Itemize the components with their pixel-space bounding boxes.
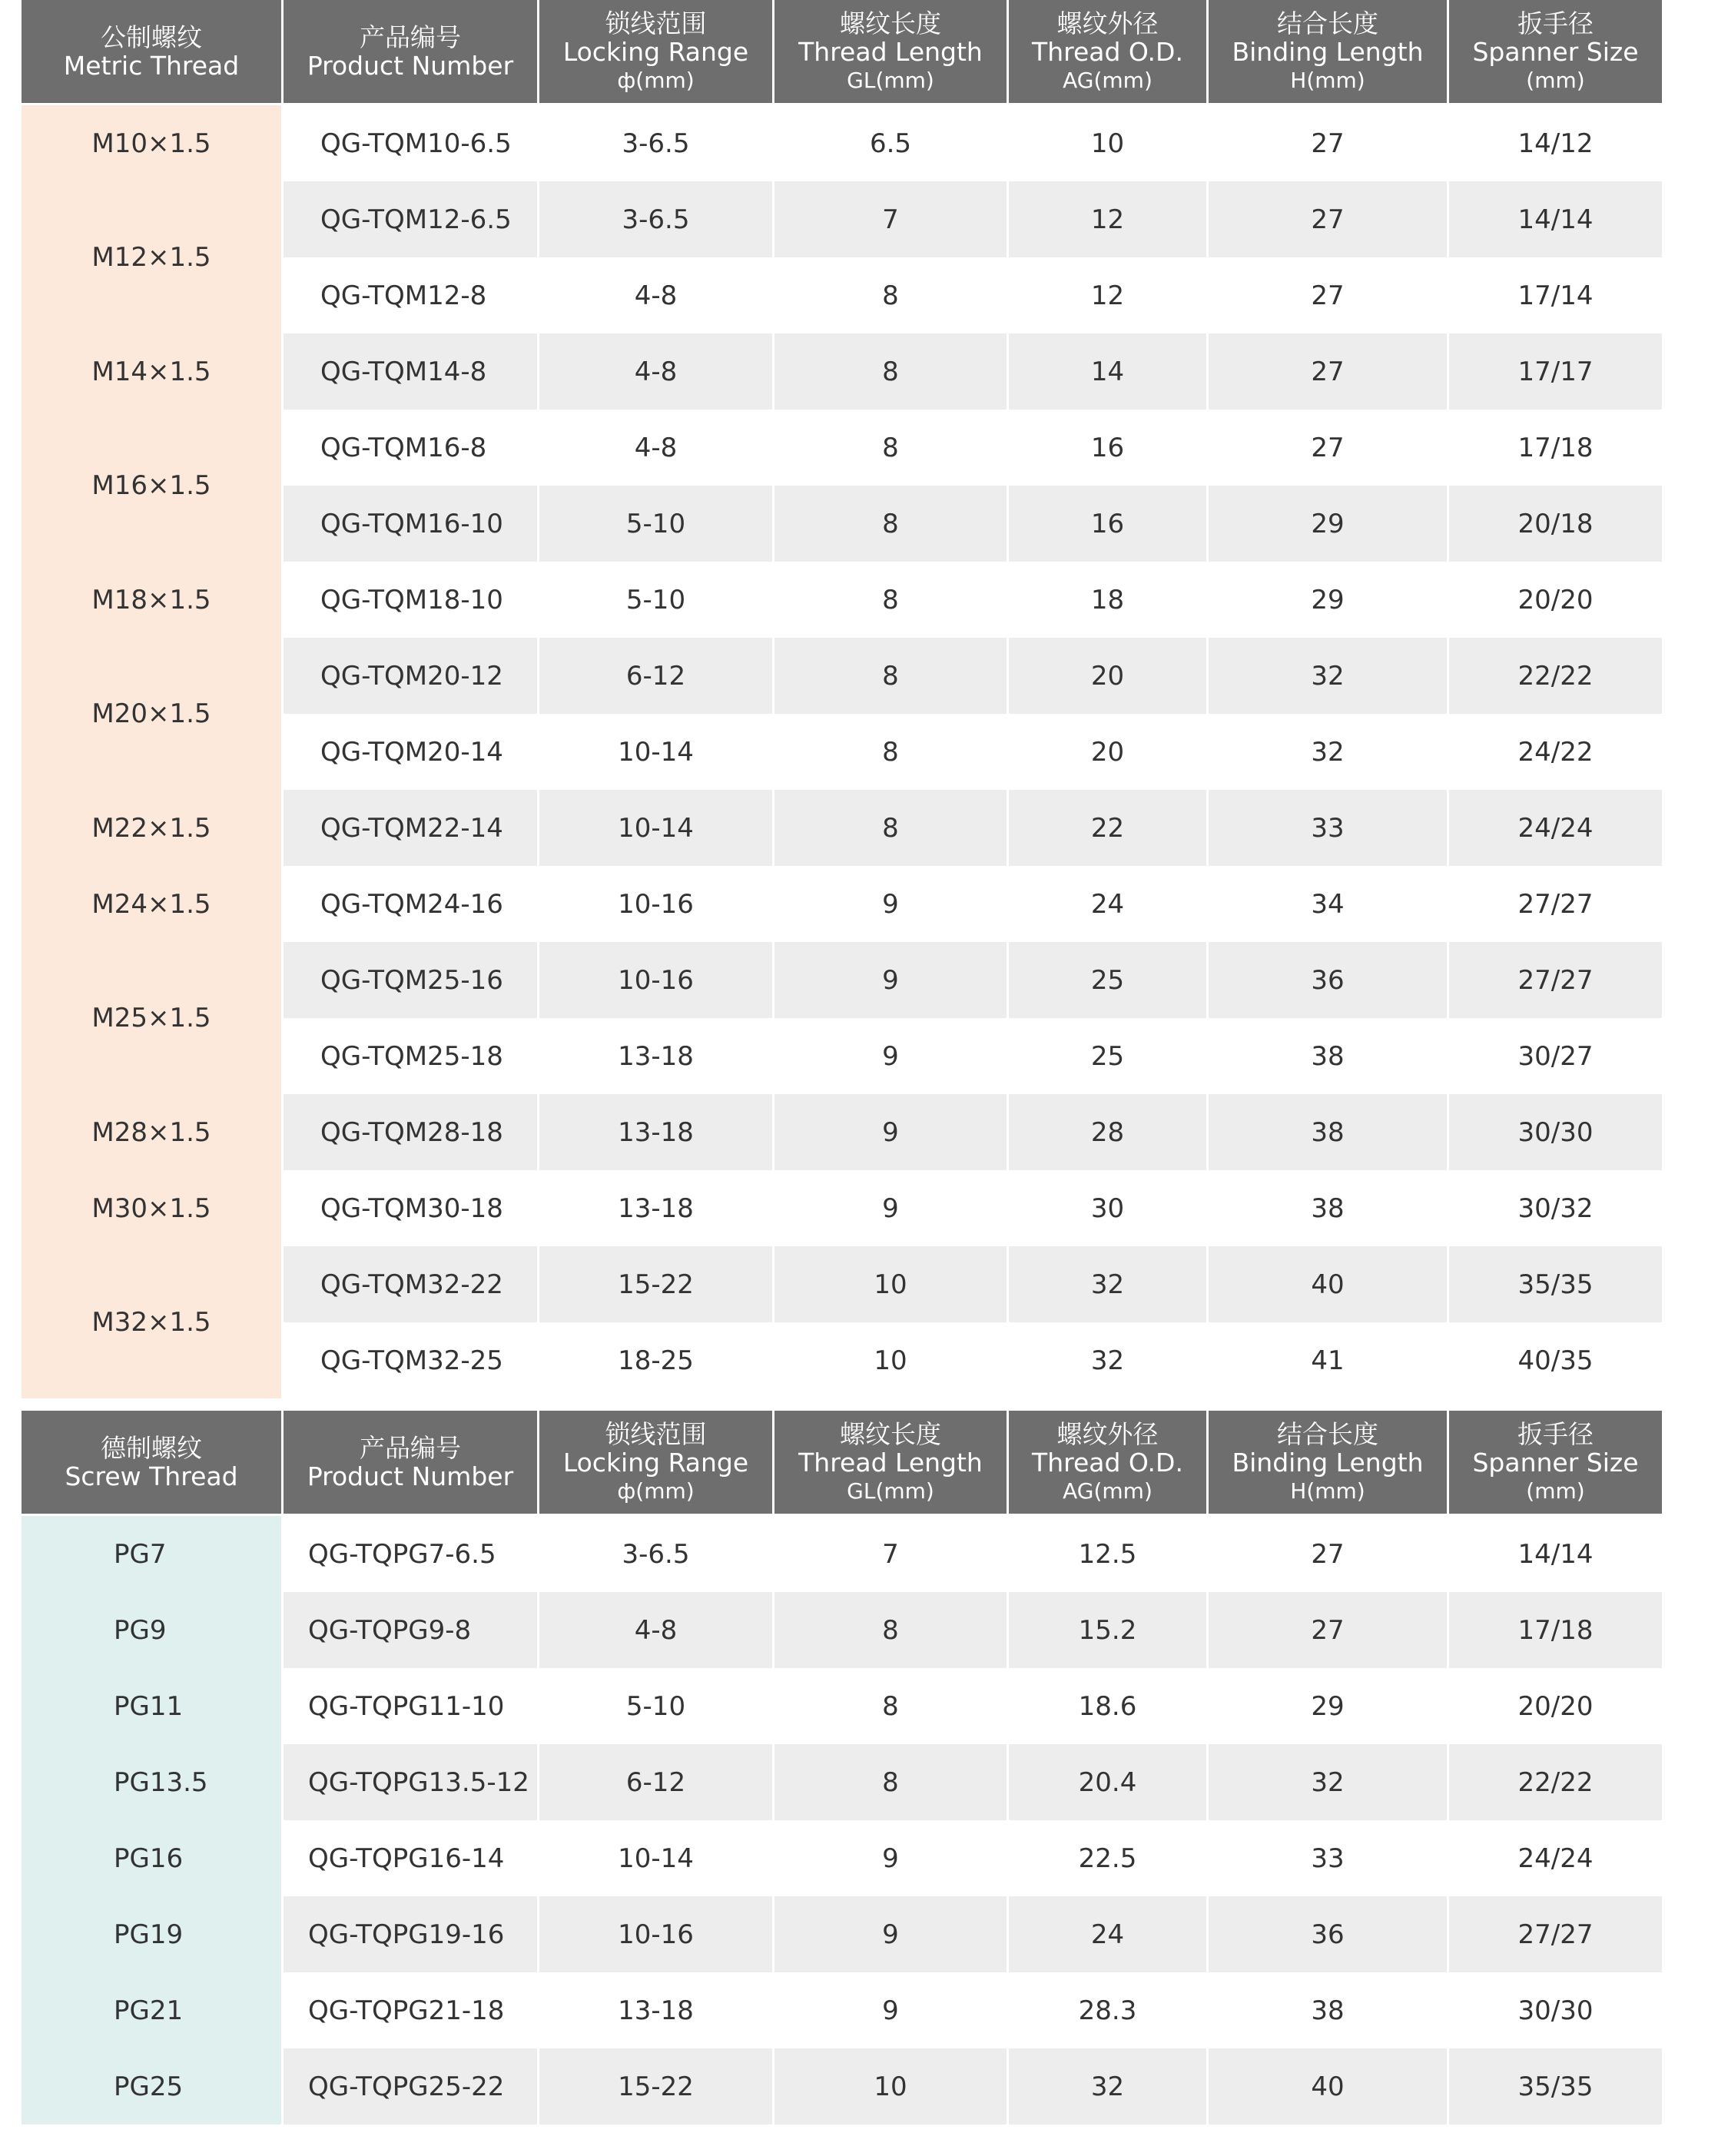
header-unit: AG(mm)	[1063, 1478, 1153, 1504]
header-cn: 螺纹外径	[1056, 8, 1159, 38]
table-cell: 32	[1209, 638, 1447, 714]
column-header	[1449, 0, 1662, 105]
header-en: Locking Range	[562, 1447, 749, 1478]
table-cell: 30/32	[1449, 1170, 1662, 1246]
table-cell: 25	[1009, 1018, 1206, 1094]
thread-size-cell: M30×1.5	[22, 1170, 281, 1246]
table-cell: 3-6.5	[539, 1516, 772, 1592]
table-cell: 27	[1209, 1516, 1447, 1592]
table-cell: 41	[1209, 1322, 1447, 1398]
column-header	[1009, 1411, 1206, 1516]
table-cell: 7	[774, 181, 1007, 257]
header-en: Thread Length	[798, 36, 983, 67]
table-cell: 35/35	[1449, 1246, 1662, 1322]
table-cell: 10	[774, 2048, 1007, 2124]
column-header	[539, 0, 772, 105]
header-unit: (mm)	[1526, 1478, 1585, 1504]
thread-size-cell: M16×1.5	[22, 410, 281, 562]
header-cn: 产品编号	[360, 1433, 461, 1463]
metric-header-row	[22, 0, 1662, 105]
table-cell: 5-10	[539, 562, 772, 638]
table-cell: 8	[774, 638, 1007, 714]
table-row	[22, 1170, 1662, 1246]
table-cell: 8	[774, 790, 1007, 866]
product-number-cell: QG-TQM12-8	[284, 257, 537, 333]
table-cell: 3-6.5	[539, 181, 772, 257]
table-cell: 27	[1209, 1592, 1447, 1668]
table-cell: 10-14	[539, 714, 772, 790]
table-cell: 20/20	[1449, 562, 1662, 638]
table-cell: 29	[1209, 1668, 1447, 1744]
table-cell: 9	[774, 1094, 1007, 1170]
product-number-cell: QG-TQM18-10	[284, 562, 537, 638]
pg-thread-table	[19, 1411, 1664, 2124]
thread-size-cell: M12×1.5	[22, 181, 281, 333]
table-row	[22, 866, 1662, 942]
table-cell: 28	[1009, 1094, 1206, 1170]
table-cell: 14/14	[1449, 1516, 1662, 1592]
product-number-cell: QG-TQM32-25	[284, 1322, 537, 1398]
header-cn: 扳手径	[1517, 8, 1594, 38]
table-cell: 6-12	[539, 1744, 772, 1820]
thread-size-cell: M20×1.5	[22, 638, 281, 790]
table-cell: 3-6.5	[539, 105, 772, 181]
product-number-cell: QG-TQPG7-6.5	[284, 1516, 537, 1592]
table-cell: 24/22	[1449, 714, 1662, 790]
table-cell: 13-18	[539, 1972, 772, 2048]
column-header	[1009, 0, 1206, 105]
thread-size-cell: M25×1.5	[22, 942, 281, 1094]
table-cell: 14/12	[1449, 105, 1662, 181]
header-en: Binding Length	[1232, 1447, 1424, 1478]
table-row	[22, 942, 1662, 1018]
table-cell: 20/18	[1449, 486, 1662, 562]
header-en: Thread O.D.	[1032, 36, 1183, 67]
table-cell: 27/27	[1449, 942, 1662, 1018]
table-cell: 30/30	[1449, 1972, 1662, 2048]
header-unit: GL(mm)	[847, 1478, 934, 1504]
product-number-cell: QG-TQM30-18	[284, 1170, 537, 1246]
product-number-cell: QG-TQM25-18	[284, 1018, 537, 1094]
header-unit: H(mm)	[1290, 1478, 1365, 1504]
table-cell: 8	[774, 333, 1007, 410]
column-header	[774, 1411, 1007, 1516]
table-cell: 10	[774, 1246, 1007, 1322]
table-cell: 10-16	[539, 1896, 772, 1972]
table-cell: 4-8	[539, 1592, 772, 1668]
table-cell: 38	[1209, 1018, 1447, 1094]
table-cell: 10-14	[539, 790, 772, 866]
table-row	[22, 562, 1662, 638]
table-cell: 17/18	[1449, 1592, 1662, 1668]
table-cell: 22	[1009, 790, 1206, 866]
table-row	[22, 105, 1662, 181]
table-cell: 20	[1009, 714, 1206, 790]
table-row	[22, 2048, 1662, 2124]
thread-size-cell: PG19	[22, 1896, 281, 1972]
product-number-cell: QG-TQPG16-14	[284, 1820, 537, 1896]
product-number-cell: QG-TQPG25-22	[284, 2048, 537, 2124]
table-cell: 20	[1009, 638, 1206, 714]
table-cell: 8	[774, 257, 1007, 333]
header-cn: 产品编号	[360, 22, 461, 52]
column-header	[1449, 1411, 1662, 1516]
table-cell: 36	[1209, 942, 1447, 1018]
column-header	[1209, 1411, 1447, 1516]
table-cell: 24	[1009, 1896, 1206, 1972]
thread-size-cell: M18×1.5	[22, 562, 281, 638]
table-cell: 35/35	[1449, 2048, 1662, 2124]
table-cell: 9	[774, 866, 1007, 942]
header-cn: 锁线范围	[605, 8, 707, 38]
product-number-cell: QG-TQM20-14	[284, 714, 537, 790]
header-cn: 螺纹外径	[1056, 1418, 1159, 1449]
header-en: Spanner Size	[1472, 36, 1639, 67]
header-cn: 扳手径	[1517, 1418, 1594, 1449]
product-number-cell: QG-TQM16-8	[284, 410, 537, 486]
table-cell: 38	[1209, 1972, 1447, 2048]
table-cell: 13-18	[539, 1018, 772, 1094]
header-cn: 结合长度	[1277, 8, 1378, 38]
table-cell: 27	[1209, 333, 1447, 410]
table-cell: 17/17	[1449, 333, 1662, 410]
table-cell: 18-25	[539, 1322, 772, 1398]
header-unit: ф(mm)	[617, 67, 695, 93]
table-cell: 9	[774, 1170, 1007, 1246]
product-number-cell: QG-TQM22-14	[284, 790, 537, 866]
table-cell: 7	[774, 1516, 1007, 1592]
thread-size-cell: PG25	[22, 2048, 281, 2124]
table-cell: 40	[1209, 2048, 1447, 2124]
table-cell: 15.2	[1009, 1592, 1206, 1668]
table-cell: 38	[1209, 1094, 1447, 1170]
table-cell: 30/27	[1449, 1018, 1662, 1094]
table-cell: 27	[1209, 410, 1447, 486]
table-cell: 36	[1209, 1896, 1447, 1972]
table-cell: 32	[1209, 714, 1447, 790]
table-cell: 27/27	[1449, 1896, 1662, 1972]
table-row	[22, 1896, 1662, 1972]
product-number-cell: QG-TQM32-22	[284, 1246, 537, 1322]
thread-size-cell: PG9	[22, 1592, 281, 1668]
product-number-cell: QG-TQPG21-18	[284, 1972, 537, 2048]
table-cell: 8	[774, 1744, 1007, 1820]
product-number-cell: QG-TQM28-18	[284, 1094, 537, 1170]
header-en: Binding Length	[1232, 36, 1424, 67]
thread-size-cell: M24×1.5	[22, 866, 281, 942]
table-cell: 40	[1209, 1246, 1447, 1322]
header-unit: H(mm)	[1290, 67, 1365, 93]
product-number-cell: QG-TQPG11-10	[284, 1668, 537, 1744]
header-unit: AG(mm)	[1063, 67, 1153, 93]
table-cell: 17/14	[1449, 257, 1662, 333]
table-cell: 17/18	[1449, 410, 1662, 486]
header-en: Product Number	[307, 1461, 514, 1491]
table-cell: 24/24	[1449, 790, 1662, 866]
thread-size-cell: PG7	[22, 1516, 281, 1592]
table-cell: 38	[1209, 1170, 1447, 1246]
table-row	[22, 1668, 1662, 1744]
header-en: Spanner Size	[1472, 1447, 1639, 1478]
table-cell: 14	[1009, 333, 1206, 410]
table-cell: 29	[1209, 562, 1447, 638]
table-cell: 15-22	[539, 2048, 772, 2124]
header-cn: 锁线范围	[605, 1418, 707, 1449]
column-header	[774, 0, 1007, 105]
table-cell: 16	[1009, 486, 1206, 562]
table-cell: 8	[774, 1668, 1007, 1744]
table-cell: 32	[1009, 1246, 1206, 1322]
column-header	[22, 0, 281, 105]
thread-size-cell: PG13.5	[22, 1744, 281, 1820]
header-cn: 螺纹长度	[840, 1418, 941, 1449]
table-cell: 14/14	[1449, 181, 1662, 257]
thread-size-cell: M28×1.5	[22, 1094, 281, 1170]
table-cell: 28.3	[1009, 1972, 1206, 2048]
table-cell: 10	[1009, 105, 1206, 181]
column-header	[539, 1411, 772, 1516]
header-en: Screw Thread	[65, 1461, 238, 1491]
table-cell: 20.4	[1009, 1744, 1206, 1820]
header-unit: ф(mm)	[617, 1478, 695, 1504]
table-cell: 22/22	[1449, 1744, 1662, 1820]
table-cell: 8	[774, 486, 1007, 562]
table-cell: 13-18	[539, 1170, 772, 1246]
table-cell: 5-10	[539, 486, 772, 562]
table-cell: 30	[1009, 1170, 1206, 1246]
table-cell: 33	[1209, 1820, 1447, 1896]
table-row	[22, 333, 1662, 410]
table-cell: 12	[1009, 181, 1206, 257]
table-cell: 32	[1009, 2048, 1206, 2124]
table-cell: 33	[1209, 790, 1447, 866]
table-cell: 20/20	[1449, 1668, 1662, 1744]
table-cell: 10	[774, 1322, 1007, 1398]
table-cell: 9	[774, 1896, 1007, 1972]
table-cell: 34	[1209, 866, 1447, 942]
thread-size-cell: PG21	[22, 1972, 281, 2048]
pg-header-row	[22, 1411, 1662, 1516]
table-row	[22, 181, 1662, 257]
table-cell: 9	[774, 942, 1007, 1018]
product-number-cell: QG-TQPG9-8	[284, 1592, 537, 1668]
table-cell: 10-16	[539, 942, 772, 1018]
thread-size-cell: M14×1.5	[22, 333, 281, 410]
table-cell: 29	[1209, 486, 1447, 562]
table-cell: 8	[774, 714, 1007, 790]
table-cell: 5-10	[539, 1668, 772, 1744]
product-number-cell: QG-TQM10-6.5	[284, 105, 537, 181]
table-cell: 8	[774, 1592, 1007, 1668]
header-cn: 德制螺纹	[101, 1433, 202, 1463]
header-cn: 公制螺纹	[101, 22, 202, 52]
table-cell: 9	[774, 1820, 1007, 1896]
header-en: Locking Range	[562, 36, 749, 67]
table-row	[22, 790, 1662, 866]
table-cell: 12	[1009, 257, 1206, 333]
header-en: Product Number	[307, 51, 514, 81]
header-en: Thread Length	[798, 1447, 983, 1478]
table-cell: 6.5	[774, 105, 1007, 181]
column-header	[22, 1411, 281, 1516]
product-number-cell: QG-TQM12-6.5	[284, 181, 537, 257]
table-row	[22, 1516, 1662, 1592]
header-en: Metric Thread	[63, 51, 240, 81]
table-cell: 8	[774, 410, 1007, 486]
metric-thread-table	[19, 0, 1664, 1398]
column-header	[284, 0, 537, 105]
table-cell: 27	[1209, 181, 1447, 257]
table-cell: 18.6	[1009, 1668, 1206, 1744]
column-header	[1209, 0, 1447, 105]
table-row	[22, 638, 1662, 714]
product-number-cell: QG-TQM25-16	[284, 942, 537, 1018]
table-cell: 12.5	[1009, 1516, 1206, 1592]
table-cell: 4-8	[539, 257, 772, 333]
header-en: Thread O.D.	[1032, 1447, 1183, 1478]
product-number-cell: QG-TQPG19-16	[284, 1896, 537, 1972]
thread-size-cell: M22×1.5	[22, 790, 281, 866]
thread-size-cell: M32×1.5	[22, 1246, 281, 1398]
product-number-cell: QG-TQM16-10	[284, 486, 537, 562]
table-cell: 9	[774, 1018, 1007, 1094]
table-cell: 8	[774, 562, 1007, 638]
table-cell: 9	[774, 1972, 1007, 2048]
table-cell: 4-8	[539, 410, 772, 486]
column-header	[284, 1411, 537, 1516]
table-cell: 15-22	[539, 1246, 772, 1322]
table-cell: 24	[1009, 866, 1206, 942]
thread-size-cell: M10×1.5	[22, 105, 281, 181]
product-number-cell: QG-TQPG13.5-12	[284, 1744, 537, 1820]
table-cell: 32	[1209, 1744, 1447, 1820]
table-cell: 6-12	[539, 638, 772, 714]
table-cell: 22.5	[1009, 1820, 1206, 1896]
table-row	[22, 1246, 1662, 1322]
product-number-cell: QG-TQM20-12	[284, 638, 537, 714]
table-cell: 10-16	[539, 866, 772, 942]
table-cell: 25	[1009, 942, 1206, 1018]
table-row	[22, 410, 1662, 486]
table-row	[22, 1592, 1662, 1668]
table-cell: 18	[1009, 562, 1206, 638]
header-cn: 结合长度	[1277, 1418, 1378, 1449]
table-cell: 13-18	[539, 1094, 772, 1170]
header-cn: 螺纹长度	[840, 8, 941, 38]
table-cell: 10-14	[539, 1820, 772, 1896]
table-cell: 27/27	[1449, 866, 1662, 942]
table-cell: 27	[1209, 257, 1447, 333]
table-cell: 32	[1009, 1322, 1206, 1398]
table-cell: 22/22	[1449, 638, 1662, 714]
table-row	[22, 1744, 1662, 1820]
table-row	[22, 1820, 1662, 1896]
product-number-cell: QG-TQM14-8	[284, 333, 537, 410]
thread-size-cell: PG11	[22, 1668, 281, 1744]
thread-size-cell: PG16	[22, 1820, 281, 1896]
table-cell: 16	[1009, 410, 1206, 486]
product-number-cell: QG-TQM24-16	[284, 866, 537, 942]
table-row	[22, 1972, 1662, 2048]
header-unit: GL(mm)	[847, 67, 934, 93]
table-cell: 40/35	[1449, 1322, 1662, 1398]
table-cell: 4-8	[539, 333, 772, 410]
spec-sheet	[22, 0, 1658, 2124]
table-cell: 24/24	[1449, 1820, 1662, 1896]
table-cell: 30/30	[1449, 1094, 1662, 1170]
table-row	[22, 1094, 1662, 1170]
table-cell: 27	[1209, 105, 1447, 181]
header-unit: (mm)	[1526, 67, 1585, 93]
